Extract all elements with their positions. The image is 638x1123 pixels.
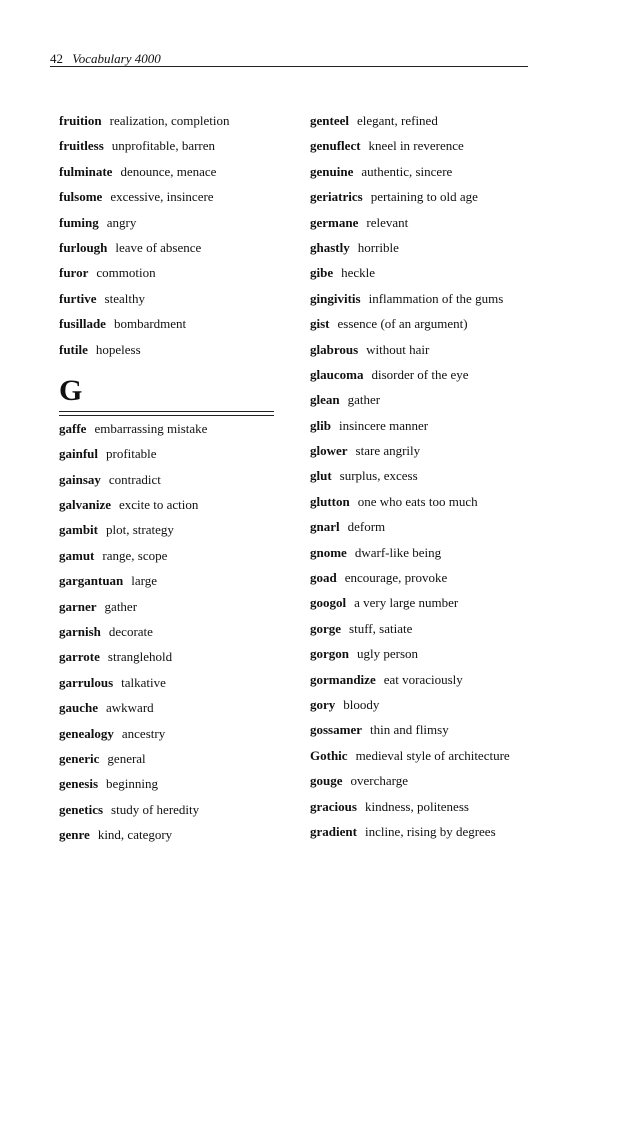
section-letter: G: [59, 373, 83, 407]
vocab-definition: gather: [104, 598, 138, 614]
vocab-entry: [310, 743, 550, 768]
vocab-entry: [59, 797, 274, 822]
vocab-word: glut: [310, 468, 332, 484]
vocab-definition: eat voraciously: [383, 671, 463, 687]
vocab-definition: insincere manner: [338, 417, 429, 433]
vocab-entry: [59, 286, 274, 311]
vocab-entry: [59, 771, 274, 796]
vocab-entry: [310, 641, 550, 666]
vocab-word: gibe: [310, 265, 334, 281]
vocab-entry: [310, 616, 550, 641]
vocab-word: genetics: [59, 801, 104, 817]
vocab-definition: a very large number: [354, 595, 459, 611]
vocab-entry: [310, 514, 550, 539]
vocab-definition: disorder of the eye: [371, 366, 469, 382]
vocab-definition: excite to action: [119, 497, 199, 513]
vocab-definition: angry: [106, 214, 137, 230]
vocab-definition: pertaining to old age: [370, 189, 478, 205]
vocab-entry: [310, 210, 550, 235]
vocab-entry: [310, 540, 550, 565]
entry-list-g: [59, 416, 274, 848]
vocab-entry: [310, 667, 550, 692]
vocab-definition: relevant: [366, 214, 409, 230]
vocab-entry: [310, 463, 550, 488]
vocab-word: gaffe: [59, 420, 87, 436]
section-heading-g: [59, 362, 274, 412]
page-header: [50, 52, 528, 67]
vocab-entry: [310, 438, 550, 463]
vocab-definition: bombardment: [113, 316, 187, 332]
vocab-definition: profitable: [106, 446, 157, 462]
vocab-definition: without hair: [366, 341, 430, 357]
vocab-definition: heckle: [341, 265, 376, 281]
vocab-word: gargantuan: [59, 573, 124, 589]
vocab-definition: commotion: [96, 265, 156, 281]
vocab-entry: [59, 670, 274, 695]
vocab-word: gradient: [310, 823, 357, 839]
vocab-definition: authentic, sincere: [361, 163, 453, 179]
vocab-word: gossamer: [310, 722, 362, 738]
vocab-entry: [310, 133, 550, 158]
vocab-definition: surplus, excess: [339, 468, 418, 484]
vocab-word: furor: [59, 265, 89, 281]
vocab-definition: ancestry: [121, 725, 166, 741]
vocab-word: gormandize: [310, 671, 376, 687]
vocab-definition: unprofitable, barren: [111, 138, 216, 154]
vocab-entry: [59, 721, 274, 746]
vocab-entry: [59, 184, 274, 209]
vocab-definition: plot, strategy: [106, 522, 174, 538]
vocab-word: germane: [310, 214, 359, 230]
vocab-definition: medieval style of architecture: [355, 747, 510, 763]
vocab-definition: denounce, menace: [120, 163, 217, 179]
vocab-entry: [310, 311, 550, 336]
vocab-word: gingivitis: [310, 290, 361, 306]
vocab-word: furtive: [59, 290, 97, 306]
vocab-definition: dwarf-like being: [354, 544, 442, 560]
entry-list-g-continued: [310, 108, 550, 844]
section-divider: [59, 411, 274, 416]
vocab-entry: [310, 362, 550, 387]
vocab-definition: decorate: [108, 624, 153, 640]
vocab-entry: [59, 695, 274, 720]
vocab-word: fruitless: [59, 138, 104, 154]
vocab-entry: [59, 467, 274, 492]
vocab-definition: kindness, politeness: [364, 798, 469, 814]
vocab-entry: [59, 159, 274, 184]
vocab-definition: leave of absence: [115, 239, 202, 255]
vocab-definition: essence (of an argument): [337, 316, 468, 332]
vocab-entry: [59, 210, 274, 235]
vocab-entry: [310, 159, 550, 184]
vocab-definition: stranglehold: [107, 649, 173, 665]
vocab-entry: [59, 594, 274, 619]
right-column: [310, 108, 550, 844]
vocab-definition: stealthy: [104, 290, 145, 306]
vocab-word: gamut: [59, 547, 95, 563]
vocab-definition: elegant, refined: [356, 113, 438, 128]
vocab-definition: one who eats too much: [357, 493, 478, 509]
vocab-definition: horrible: [357, 239, 399, 255]
vocab-word: gorgon: [310, 646, 349, 662]
vocab-definition: large: [131, 573, 158, 589]
vocab-entry: [59, 746, 274, 771]
vocab-word: gorge: [310, 620, 342, 636]
vocab-definition: overcharge: [350, 773, 409, 789]
vocab-definition: incline, rising by degrees: [364, 823, 496, 839]
vocab-entry: [59, 644, 274, 669]
vocab-definition: stare angrily: [355, 443, 421, 459]
vocab-definition: embarrassing mistake: [94, 420, 208, 436]
vocab-definition: excessive, insincere: [110, 189, 214, 205]
vocab-entry: [310, 768, 550, 793]
vocab-word: googol: [310, 595, 347, 611]
vocab-word: gnome: [310, 544, 347, 560]
vocab-word: genealogy: [59, 725, 114, 741]
book-title: Vocabulary 4000: [72, 51, 161, 66]
vocab-entry: [59, 568, 274, 593]
vocab-word: glean: [310, 392, 340, 408]
vocab-definition: encourage, provoke: [344, 570, 448, 586]
vocab-word: fruition: [59, 113, 102, 128]
vocab-entry: [310, 489, 550, 514]
vocab-entry: [310, 794, 550, 819]
vocab-word: genteel: [310, 113, 349, 128]
vocab-entry: [310, 590, 550, 615]
vocab-entry: [310, 108, 550, 133]
vocab-word: genesis: [59, 776, 98, 792]
vocab-word: gist: [310, 316, 330, 332]
vocab-entry: [59, 619, 274, 644]
vocab-definition: beginning: [106, 776, 158, 792]
vocab-word: generic: [59, 750, 100, 766]
vocab-entry: [310, 692, 550, 717]
vocab-entry: [310, 184, 550, 209]
vocab-word: gainsay: [59, 471, 101, 487]
vocab-definition: kind, category: [97, 827, 173, 843]
vocab-word: ghastly: [310, 239, 350, 255]
vocab-word: glib: [310, 417, 331, 433]
vocab-entry: [59, 311, 274, 336]
vocab-entry: [310, 260, 550, 285]
vocab-word: garner: [59, 598, 97, 614]
vocab-word: gouge: [310, 773, 343, 789]
vocab-word: fulminate: [59, 163, 113, 179]
entry-list-f: [59, 108, 274, 362]
vocab-definition: realization, completion: [109, 113, 230, 128]
vocab-word: furlough: [59, 239, 108, 255]
vocab-word: glower: [310, 443, 348, 459]
vocab-word: genuflect: [310, 138, 361, 154]
vocab-entry: [59, 235, 274, 260]
vocab-definition: gather: [347, 392, 381, 408]
vocab-entry: [59, 543, 274, 568]
vocab-definition: deform: [347, 519, 386, 535]
vocab-entry: [310, 286, 550, 311]
vocab-definition: general: [107, 750, 146, 766]
vocab-definition: inflammation of the gums: [368, 290, 504, 306]
vocab-word: gainful: [59, 446, 99, 462]
vocab-word: fuming: [59, 214, 99, 230]
vocab-word: garrote: [59, 649, 100, 665]
vocab-word: garrulous: [59, 674, 114, 690]
vocab-entry: [59, 416, 274, 441]
vocab-entry: [310, 235, 550, 260]
vocab-entry: [59, 133, 274, 158]
vocab-entry: [310, 337, 550, 362]
left-column: [59, 108, 274, 848]
vocab-definition: kneel in reverence: [368, 138, 464, 154]
vocab-definition: awkward: [106, 700, 154, 716]
vocab-definition: stuff, satiate: [349, 620, 413, 636]
vocab-entry: [59, 337, 274, 362]
vocab-word: gnarl: [310, 519, 340, 535]
vocab-word: Gothic: [310, 747, 348, 763]
vocab-definition: talkative: [121, 674, 166, 690]
vocab-word: gracious: [310, 798, 357, 814]
vocab-word: geriatrics: [310, 189, 363, 205]
vocab-entry: [59, 517, 274, 542]
vocab-word: fulsome: [59, 189, 103, 205]
vocab-word: glaucoma: [310, 366, 364, 382]
page-number: 42: [50, 51, 63, 66]
vocab-entry: [310, 819, 550, 844]
vocab-word: gauche: [59, 700, 98, 716]
vocab-word: gambit: [59, 522, 98, 538]
vocab-word: galvanize: [59, 497, 111, 513]
vocab-word: glabrous: [310, 341, 359, 357]
vocab-definition: ugly person: [357, 646, 419, 662]
vocab-definition: thin and flimsy: [370, 722, 449, 738]
vocab-entry: [310, 565, 550, 590]
vocab-entry: [59, 822, 274, 847]
vocab-entry: [310, 717, 550, 742]
vocab-word: goad: [310, 570, 337, 586]
vocab-definition: contradict: [108, 471, 161, 487]
vocab-definition: hopeless: [95, 341, 141, 357]
vocab-definition: study of heredity: [111, 801, 200, 817]
vocab-entry: [59, 108, 274, 133]
vocab-word: garnish: [59, 624, 101, 640]
vocab-word: genre: [59, 827, 90, 843]
vocab-word: glutton: [310, 493, 350, 509]
vocab-word: genuine: [310, 163, 354, 179]
vocab-entry: [59, 492, 274, 517]
vocab-definition: bloody: [343, 696, 380, 712]
vocab-entry: [59, 441, 274, 466]
vocab-word: fusillade: [59, 316, 106, 332]
vocab-word: gory: [310, 696, 336, 712]
vocab-word: futile: [59, 341, 88, 357]
vocab-entry: [59, 260, 274, 285]
vocab-entry: [310, 413, 550, 438]
vocab-entry: [310, 387, 550, 412]
vocab-definition: range, scope: [102, 547, 168, 563]
